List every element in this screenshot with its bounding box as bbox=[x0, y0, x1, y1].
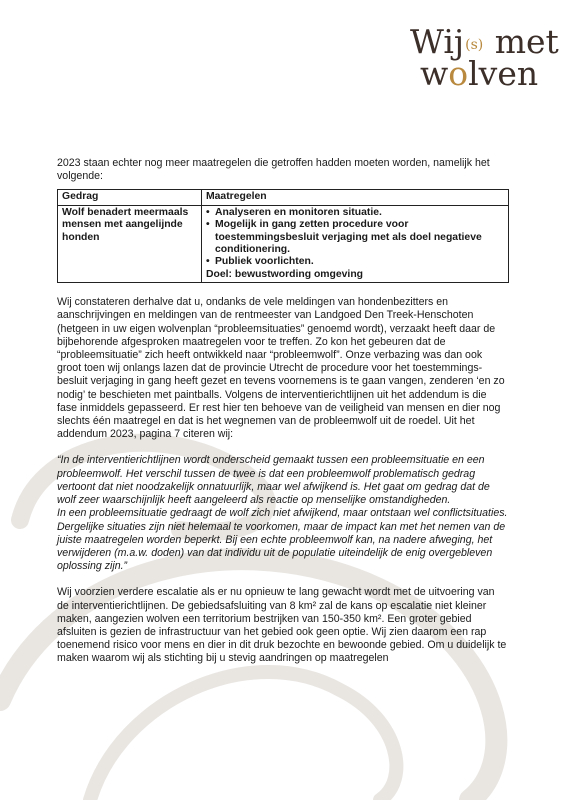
intro-text: 2023 staan echter nog meer maatregelen die getroffen hadden moeten worden, namelijk het volgende: bbox=[57, 157, 490, 183]
measures-cell bbox=[202, 205, 509, 282]
paragraph-2: Wij voorzien verdere escalatie als er nu opnieuw te lang gewacht wordt met de uitvoering van de interventierichtlijnen. De gebiedsafsluiting van 8 km² zal de kans op escalatie niet kleiner maken, aangezien wolven een territorium bestrijken van 150-350 km². Een groter gebied afsluiten is gezien de infrastructuur van het gebied ook geen optie. Wij zien daarom een rap toenemend risico voor mens en dier in dit druk bezochte en bewoonde gebied. Om u duidelijk te maken waarom wij als stichting bij u stevig aandringen op maatregelen bbox=[57, 586, 507, 665]
logo-line-2 bbox=[420, 54, 538, 93]
logo bbox=[410, 22, 559, 94]
logo-word-met: met bbox=[494, 22, 559, 61]
citation-part-1: “In de interventierichtlijnen wordt onderscheid gemaakt tussen een probleemsituatie en een probleemwolf. Het verschil tussen de twee is dat een probleemwolf problematisch gedrag vertoont dat niet noodzakelijk onnatuurlijk, maar wel afwijkend is. Het gaat om gedrag dat de wolf zeer waarschijnlijk heeft aangeleerd als reactie op menselijke omstandigheden. bbox=[57, 454, 490, 507]
logo-s: (s) bbox=[465, 37, 484, 53]
header-maatregelen: Maatregelen bbox=[202, 190, 509, 205]
list-item: • Mogelijk in gang zetten procedure voor toestemmingsbesluit verjaging met als doel negatieve conditionering. bbox=[206, 219, 504, 256]
behavior-cell: Wolf benadert meermaals mensen met aangelijnde honden bbox=[58, 205, 202, 282]
list-item: • Publiek voorlichten. bbox=[206, 256, 504, 268]
letter-body bbox=[57, 157, 509, 679]
table-header-row bbox=[58, 190, 509, 205]
goal-text: Doel: bewustwording omgeving bbox=[206, 268, 364, 280]
logo-w: w bbox=[420, 54, 449, 93]
citation bbox=[57, 454, 509, 573]
logo-word-wij: Wij bbox=[410, 22, 465, 61]
table-row bbox=[58, 205, 509, 282]
header-gedrag: Gedrag bbox=[58, 190, 202, 205]
measures-table bbox=[57, 189, 509, 283]
citation-part-2: In een probleemsituatie gedraagt de wolf zich niet afwijkend, maar ontstaan wel conflictsituaties. Dergelijke situaties zijn niet helemaal te voorkomen, maar de impact kan met het nemen van de juiste maatregelen worden beperkt. Bij een echte probleemwolf kan, na nadere afweging, het verwijderen (m.a.w. doden) van dat individu uit de populatie uiteindelijk de enig overgebleven oplossing zijn.” bbox=[57, 507, 508, 573]
logo-lven: lven bbox=[468, 54, 539, 93]
paragraph-1: Wij constateren derhalve dat u, ondanks de vele meldingen van hondenbezitters en aanschrijvingen en meldingen van de rentmeester van Landgoed Den Treek-Henschoten (hetgeen in uw eigen wolvenplan “probleemsituaties” genoemd wordt), verzaakt heeft daar de bijbehorende afgesproken maatregelen voor te treffen. Zo kon het gebeuren dat de “probleemsituatie” zich heeft ontwikkeld naar “probleemwolf”. Onze verbazing was dan ook groot toen wij onlangs lazen dat de provincie Utrecht de procedure voor het toestemmings-besluit verjaging in gang heeft gezet en tevens voornemens is te gaan vangen, zenderen ‘en zo nodig’ te beschieten met paintballs. Volgens de interventierichtlijnen uit het addendum is die fase inmiddels gepasseerd. Er rest hier ten behoeve van de veiligheid van mensen en dier nog slechts één maatregel en dat is het wegnemen van de probleemwolf uit de roedel. Uit het addendum 2023, pagina 7 citeren wij: bbox=[57, 296, 505, 441]
paw-icon: o bbox=[448, 54, 469, 93]
measures-list bbox=[206, 207, 504, 269]
list-item: • Analyseren en monitoren situatie. bbox=[206, 207, 504, 219]
